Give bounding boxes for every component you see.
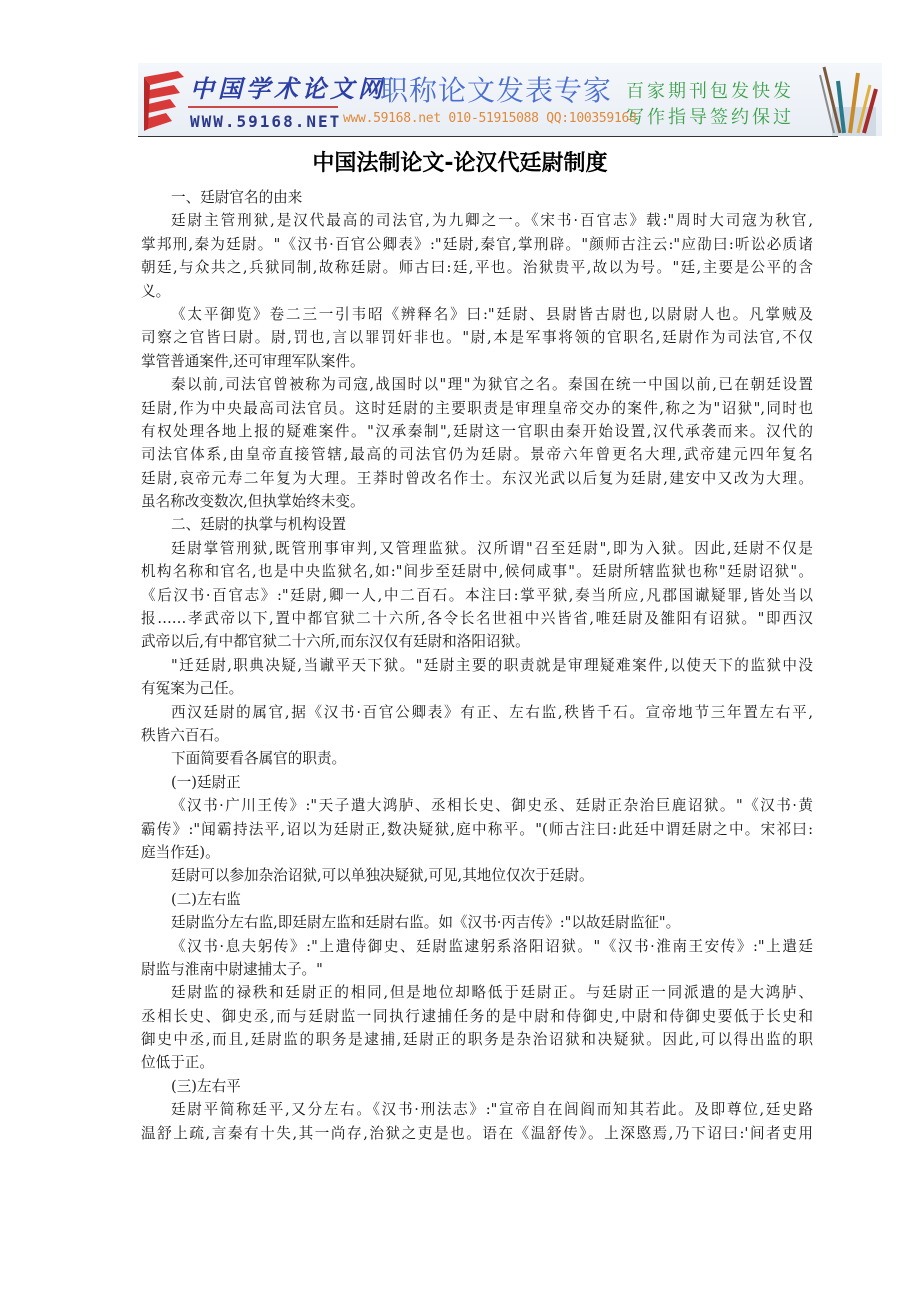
text-line: 西汉廷尉的属官,据《汉书·百官公卿表》有正、左右监,秩皆千石。宣帝地节三年置左右平, [171, 703, 813, 721]
text-line: 有冤案为己任。 [141, 680, 244, 698]
text-line: 尉监与淮南中尉逮捕太子。" [141, 960, 323, 978]
text-line: 丞相长史、御史丞,而与廷尉监一同执行逮捕任务的是中尉和侍御史,中尉和侍御史要低于长史和 [141, 1007, 813, 1025]
text-line: 掌邦刑,秦为廷尉。"《汉书·百官公卿表》:"廷尉,秦官,掌刑辟。"颜师古注云:"应劭曰:听讼必质诸 [141, 235, 813, 253]
text-line: 司法官体系,由皇帝直接管辖,最高的司法官仍为廷尉。景帝六年曾更名大理,武帝建元四年复名 [141, 446, 813, 464]
text-line: 廷尉监的禄秩和廷尉正的相同,但是地位却略低于廷尉正。与廷尉正一同派遣的是大鸿胪、 [171, 984, 813, 1002]
text-line: 一、廷尉官名的由来 [171, 189, 303, 206]
text-line: 《汉书·息夫躬传》:"上遣侍御史、廷尉监逮躬系洛阳诏狱。"《汉书·淮南王安传》:"上遣廷 [171, 937, 813, 955]
banner-divider [138, 136, 838, 137]
logo-divider [188, 106, 338, 108]
paint-brushes-icon [814, 63, 882, 136]
text-line: 廷尉,作为中央最高司法官员。这时廷尉的主要职责是审理皇帝交办的案件,称之为"诏狱",同时也 [141, 399, 813, 417]
text-line: (一)廷尉正 [171, 773, 241, 791]
text-line: 《太平御览》卷二三一引韦昭《辨释名》曰:"廷尉、县尉皆古尉也,以尉尉人也。凡掌贼及 [171, 305, 813, 323]
text-line: 廷尉监分左右监,即廷尉左监和廷尉右监。如《汉书·丙吉传》:"以故廷尉监征"。 [171, 914, 681, 932]
site-logo-text: 中国学术论文网 [190, 75, 386, 103]
text-line: 廷尉可以参加杂治诏狱,可以单独决疑狱,可见,其地位仅次于廷尉。 [171, 867, 594, 885]
text-line: (三)左右平 [171, 1077, 241, 1095]
text-line: 虽名称改变数次,但执掌始终未变。 [141, 493, 365, 511]
text-line: (二)左右监 [171, 890, 241, 908]
document-body [141, 186, 813, 1145]
logo-stripes-icon [144, 71, 184, 131]
text-line: "迁廷尉,职典决疑,当谳平天下狱。"廷尉主要的职责就是审理疑难案件,以使天下的监狱中没 [171, 656, 813, 674]
banner-slogan: 职称论文发表专家 [380, 74, 613, 107]
text-line: 武帝以后,有中都官狱二十六所,而东汉仅有廷尉和洛阳诏狱。 [141, 633, 530, 651]
text-line: 秩皆六百石。 [141, 726, 229, 744]
text-line: 司察之官皆曰尉。尉,罚也,言以罪罚奸非也。"尉,本是军事将领的官职名,廷尉作为司法官,不仅 [141, 329, 813, 347]
text-line: 廷尉,哀帝元寿二年复为大理。王莽时曾改名作士。东汉光武以后复为廷尉,建安中又改为大理。 [141, 469, 813, 487]
text-line: 《后汉书·百官志》:"廷尉,卿一人,中二百石。本注曰:掌平狱,奏当所应,凡郡国谳疑罪,皆处当以 [141, 586, 813, 604]
text-line: 霸传》:"闻霸持法平,诏以为廷尉正,数决疑狱,庭中称平。"(师古注曰:此廷中谓廷尉之中。宋祁曰: [141, 820, 813, 838]
text-line: 义。 [141, 282, 171, 300]
text-line: 有权处理各地上报的疑难案件。"汉承秦制",廷尉这一官职由秦开始设置,汉代承袭而来。汉代的 [141, 422, 813, 440]
banner-contact-info: www.59168.net 010-51915088 QQ:100359168 [343, 111, 637, 126]
text-line: 下面简要看各属官的职责。 [171, 750, 347, 768]
text-line: 位低于正。 [141, 1054, 214, 1072]
text-line: 庭当作廷)。 [141, 843, 220, 861]
banner-service-line-1: 百家期刊包发快发 [626, 81, 794, 102]
text-line: 温舒上疏,言秦有十失,其一尚存,治狱之吏是也。语在《温舒传》。上深愍焉,乃下诏曰:'间者吏用 [141, 1124, 813, 1142]
text-line: 机构名称和官名,也是中央监狱名,如:"间步至廷尉中,候伺咸事"。廷尉所辖监狱也称"廷尉诏狱"。 [141, 563, 813, 581]
banner-service-line-2: 写作指导签约保过 [626, 107, 794, 128]
text-line: 朝廷,与众共之,兵狱同制,故称廷尉。师古曰:廷,平也。治狱贵平,故以为号。"廷,主要是公平的含 [141, 259, 813, 277]
text-line: 掌管普通案件,还可审理军队案件。 [141, 352, 365, 370]
site-logo-url: WWW.59168.NET [190, 112, 342, 131]
text-line: 廷尉平简称廷平,又分左右。《汉书·刑法志》:"宣帝自在闾阎而知其若此。及即尊位,廷史路 [171, 1101, 813, 1119]
text-line: 秦以前,司法官曾被称为司寇,战国时以"理"为狱官之名。秦国在统一中国以前,已在朝廷设置 [171, 376, 813, 394]
header-banner-ad[interactable] [138, 63, 882, 136]
text-line: 二、廷尉的执掌与机构设置 [171, 516, 347, 534]
document-title: 中国法制论文-论汉代廷尉制度 [312, 151, 608, 176]
text-line: 廷尉掌管刑狱,既管刑事审判,又管理监狱。汉所谓"召至廷尉",即为入狱。因此,廷尉不仅是 [171, 539, 813, 557]
text-line: 《汉书·广川王传》:"天子遣大鸿胪、丞相长史、御史丞、廷尉正杂治巨鹿诏狱。"《汉书·黄 [171, 797, 813, 815]
text-line: 报……孝武帝以下,置中都官狱二十六所,各令长名世祖中兴皆省,唯廷尉及雒阳有诏狱。"即西汉 [141, 610, 813, 628]
text-line: 御史中丞,而且,廷尉监的职务是逮捕,廷尉正的职务是杂治诏狱和决疑狱。因此,可以得出监的职 [141, 1031, 813, 1049]
text-line: 廷尉主管刑狱,是汉代最高的司法官,为九卿之一。《宋书·百官志》载:"周时大司寇为秋官, [171, 212, 813, 230]
